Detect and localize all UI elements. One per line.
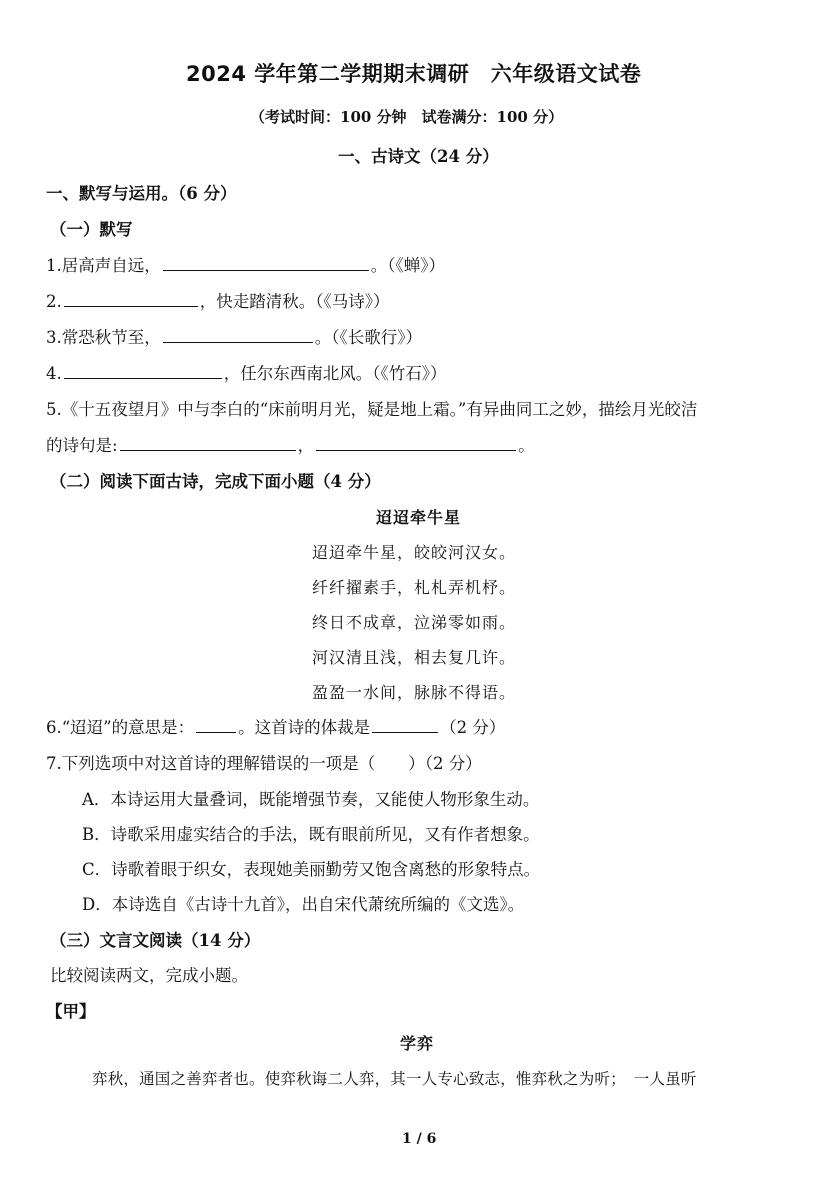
poem-line: 纤纤擢素手，札札弄机杼。 [312,578,517,597]
option-c[interactable]: C．诗歌着眼于织女，表现她美丽勤劳又饱含离愁的形象特点。 [82,860,541,879]
answer-blank[interactable] [316,432,516,451]
subsection-heading: （一）默写 [50,220,133,239]
question-5-prompt: 的诗句是: [46,436,118,455]
question-2-text: ，快走踏清秋。（《马诗》） [199,292,390,311]
answer-blank[interactable] [64,288,198,307]
question-5-comma: ， [297,436,315,455]
question-4-number: 4. [46,364,62,383]
question-6-text-2: 。这首诗的体裁是 [238,718,371,737]
question-2-number: 2. [46,292,62,311]
question-3-text: 3.常恐秋节至， [46,328,161,347]
subsection-heading: （三）文言文阅读（14 分） [50,931,261,950]
question-1-source: 。（《蝉》） [370,256,445,275]
question-3 [46,324,422,348]
text-a-title: 学弈 [400,1034,435,1053]
answer-blank[interactable] [163,252,369,271]
question-6 [46,714,505,738]
poem-title: 迢迢牵牛星 [376,508,462,527]
option-a[interactable]: A．本诗运用大量叠词，既能增强节奏，又能使人物形象生动。 [82,790,540,809]
page-number: 1 / 6 [402,1131,437,1147]
poem-line: 盈盈一水间，脉脉不得语。 [312,683,517,702]
question-5-period: 。 [518,436,535,455]
exam-info: （考试时间：100 分钟 试卷满分：100 分） [250,108,564,126]
poem-line: 迢迢牵牛星，皎皎河汉女。 [312,543,517,562]
answer-blank[interactable] [196,714,236,733]
poem-line: 终日不成章，泣涕零如雨。 [312,613,517,632]
text-a-paragraph: 弈秋，通国之善弈者也。使弈秋诲二人弈，其一人专心致志，惟弈秋之为听； 一人虽听 [92,1070,697,1088]
question-2 [46,288,390,312]
subsection-heading: （二）阅读下面古诗，完成下面小题（4 分） [50,472,381,491]
option-b[interactable]: B．诗歌采用虚实结合的手法，既有眼前所见，又有作者想象。 [82,825,540,844]
question-5-line-2 [46,432,535,456]
answer-blank[interactable] [120,432,296,451]
question-4 [46,360,447,384]
part-heading: 一、古诗文（24 分） [338,147,499,166]
question-1 [46,252,445,276]
option-d[interactable]: D．本诗选自《古诗十九首》，出自宋代萧统所编的《文选》。 [82,895,525,914]
answer-blank[interactable] [372,714,438,733]
reading-intro: 比较阅读两文，完成小题。 [50,966,248,985]
question-3-source: 。（《长歌行》） [314,328,422,347]
question-4-text: ，任尔东西南北风。（《竹石》） [223,364,447,383]
question-6-score: （2 分） [440,718,506,737]
answer-blank[interactable] [64,360,222,379]
section-heading: 一、默写与运用。（6 分） [46,184,237,203]
answer-blank[interactable] [163,324,313,343]
question-6-text: 6.“迢迢”的意思是： [46,718,195,737]
question-7: 7.下列选项中对这首诗的理解错误的一项是（ ）（2 分） [46,754,482,773]
question-5-line-1: 5.《十五夜望月》中与李白的“床前明月光，疑是地上霜。”有异曲同工之妙，描绘月光皎洁 [46,400,698,419]
exam-title: 2024 学年第二学期期末调研 六年级语文试卷 [186,62,642,86]
text-a-label: 【甲】 [46,1002,96,1021]
poem-line: 河汉清且浅，相去复几许。 [312,648,517,667]
question-1-text: 1.居高声自远， [46,256,161,275]
